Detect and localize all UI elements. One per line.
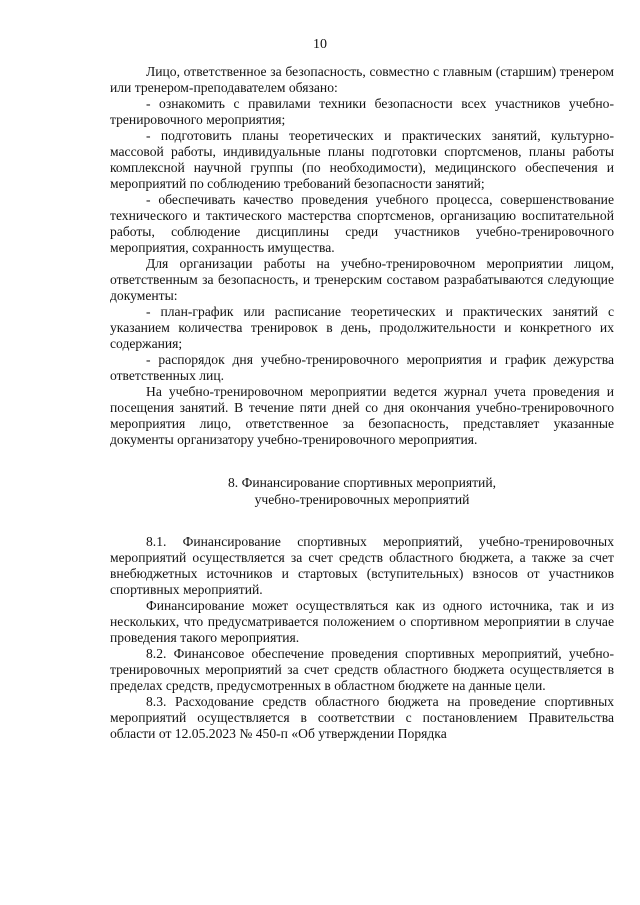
paragraph: Лицо, ответственное за безопасность, совместно с главным (старшим) тренером или тренером-преподавателем обязано: [110,64,614,95]
section-heading-line: 8. Финансирование спортивных мероприятий, [227,475,497,490]
list-item: - подготовить планы теоретических и практических занятий, культурно-массовой работы, индивидуальные планы подготовки спортсменов, планы работы комплексной научной группы (по необходимости), медицинского обеспечения и мероприятий по соблюдению требований безопасности занятий; [110,128,614,191]
paragraph: 8.2. Финансовое обеспечение проведения спортивных мероприятий, учебно-тренировочных мероприятий за счет средств областного бюджета осуществляется в пределах средств, предусмотренных в областном бюджете на данные цели. [110,646,614,693]
document-body [110,64,614,742]
list-item: - обеспечивать качество проведения учебного процесса, совершенствование технического и тактического мастерства спортсменов, организацию воспитательной работы, соблюдение дисциплины среди участников учебно-тренировочного мероприятия, сохранность имущества. [110,192,614,255]
paragraph: Для организации работы на учебно-тренировочном мероприятии лицом, ответственным за безопасность, и тренерским составом разрабатываются следующие документы: [110,256,614,303]
paragraph: На учебно-тренировочном мероприятии ведется журнал учета проведения и посещения занятий. В течение пяти дней со дня окончания учебно-тренировочного мероприятия лицо, ответственное за безопасность, представляет указанные документы организатору учебно-тренировочного мероприятия. [110,384,614,447]
paragraph: 8.1. Финансирование спортивных мероприятий, учебно-тренировочных мероприятий осуществляется за счет средств областного бюджета, а также за счет внебюджетных источников и стартовых (вступительных) взносов от участников спортивных мероприятий. [110,534,614,597]
paragraph: Финансирование может осуществляться как из одного источника, так и из нескольких, что предусматривается положением о спортивном мероприятии в случае проведения такого мероприятия. [110,598,614,645]
list-item: - ознакомить с правилами техники безопасности всех участников учебно-тренировочного мероприятия; [110,96,614,127]
section-heading [110,474,614,508]
paragraph: 8.3. Расходование средств областного бюджета на проведение спортивных мероприятий осуществляется в соответствии с постановлением Правительства области от 12.05.2023 № 450-п «Об утверждении Порядка [110,694,614,741]
section-heading-line: учебно-тренировочных мероприятий [254,492,470,507]
list-item: - план-график или расписание теоретических и практических занятий с указанием количества тренировок в день, продолжительности и конкретного их содержания; [110,304,614,351]
page-number: 10 [313,37,327,52]
list-item: - распорядок дня учебно-тренировочного мероприятия и график дежурства ответственных лиц. [110,352,614,383]
